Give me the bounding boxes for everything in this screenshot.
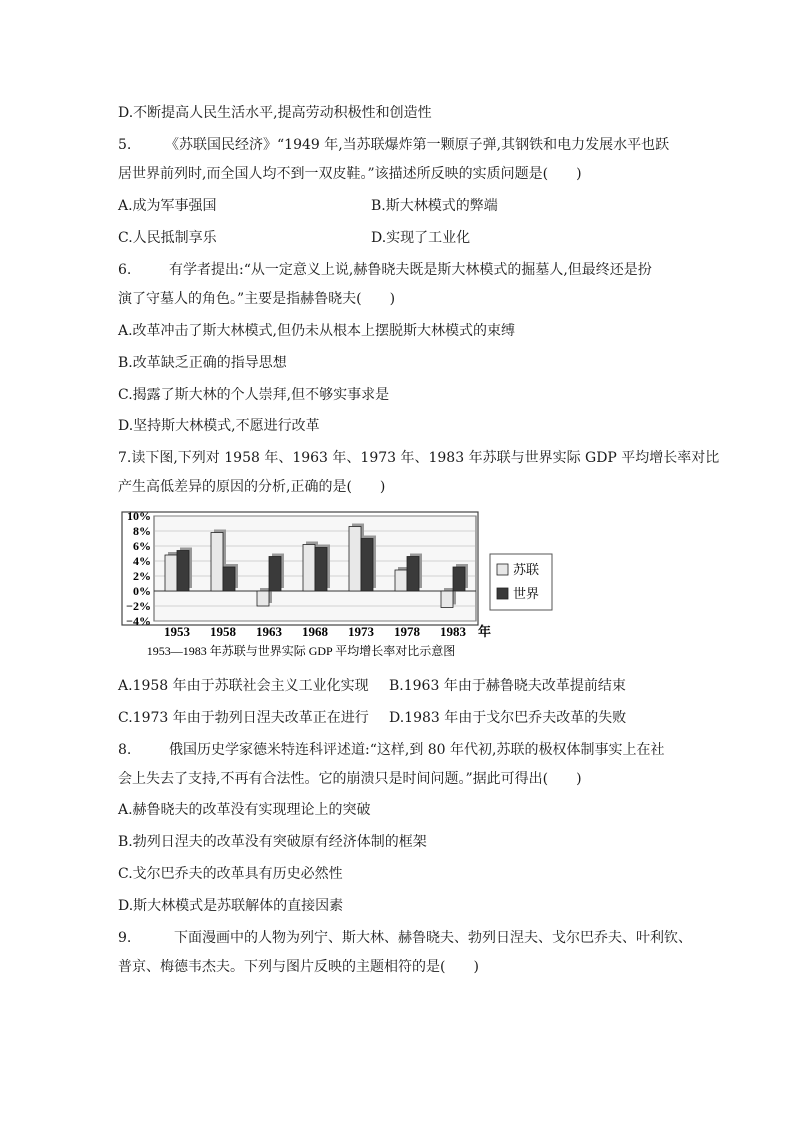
- q6-stem-text1: 有学者提出:“从一定意义上说,赫鲁晓夫既是斯大林模式的掘墓人,但最终还是扮: [169, 262, 652, 278]
- chart-y-tick-label: 2%: [133, 569, 151, 583]
- chart-y-tick-label: 0%: [133, 584, 151, 598]
- chart-x-tick-label: 1968: [302, 624, 328, 639]
- q5-option-a: A.成为军事强国: [118, 198, 217, 214]
- q6-number: 6.: [118, 262, 132, 278]
- chart-bar-世界-1963: [269, 557, 281, 592]
- q6-option-a: A.改革冲击了斯大林模式,但仍未从根本上摆脱斯大林模式的束缚: [118, 323, 516, 339]
- chart-x-tick-label: 1978: [394, 624, 420, 639]
- chart-bar-苏联-1968: [303, 545, 315, 592]
- q4-option-d: D.不断提高人民生活水平,提高劳动积极性和创造性: [118, 105, 432, 121]
- chart-legend: [490, 554, 552, 610]
- chart-y-tick-label: 8%: [133, 524, 151, 538]
- q8-stem-line1: [118, 740, 665, 760]
- q5-stem-line2: 居世界前列时,而全国人均不到一双皮鞋。”该描述所反映的实质问题是( ): [118, 166, 582, 182]
- chart-x-ticks: [164, 624, 467, 639]
- legend-swatch-世界: [497, 588, 508, 599]
- q8-option-d: D.斯大林模式是苏联解体的直接因素: [118, 898, 344, 914]
- q8-option-a: A.赫鲁晓夫的改革没有实现理论上的突破: [118, 802, 371, 818]
- chart-bar-世界-1968: [315, 548, 327, 592]
- chart-bar-苏联-1973: [349, 527, 361, 592]
- q5-stem-line1: [118, 135, 669, 155]
- chart-bar-苏联-1953: [165, 555, 177, 591]
- legend-label-世界: 世界: [513, 586, 540, 601]
- q5-number: 5.: [118, 137, 132, 153]
- q7-option-a: A.1958 年由于苏联社会主义工业化实现: [118, 678, 369, 694]
- q8-stem-line2: 会上失去了支持,不再有合法性。它的崩溃只是时间问题。”据此可得出( ): [118, 771, 582, 787]
- legend-swatch-苏联: [497, 564, 508, 575]
- chart-y-tick-label: 10%: [127, 509, 151, 523]
- q6-option-c: C.揭露了斯大林的个人崇拜,但不够实事求是: [118, 387, 390, 403]
- q9-stem-text1: 下面漫画中的人物为列宁、斯大林、赫鲁晓夫、勃列日涅夫、戈尔巴乔夫、叶利钦、: [174, 930, 692, 946]
- chart-y-ticks: [126, 509, 151, 628]
- chart-title: 1953—1983 年苏联与世界实际 GDP 平均增长率对比示意图: [146, 644, 456, 658]
- gdp-chart-svg: [118, 509, 540, 670]
- chart-y-tick-label: −4%: [126, 614, 151, 628]
- q7-stem-line2: 产生高低差异的原因的分析,正确的是( ): [118, 479, 386, 495]
- chart-bar-世界-1953: [177, 551, 189, 592]
- legend-label-苏联: 苏联: [513, 562, 540, 577]
- chart-bar-世界-1958: [223, 567, 235, 591]
- q9-stem-line2: 普京、梅德韦杰夫。下列与图片反映的主题相符的是( ): [118, 959, 479, 975]
- gdp-growth-chart: [118, 509, 540, 670]
- q6-stem-line1: [118, 260, 652, 280]
- chart-bar-苏联-1983: [441, 591, 453, 608]
- q7-option-d: D.1983 年由于戈尔巴乔夫改革的失败: [389, 710, 627, 726]
- q6-stem-line2: 演了守墓人的角色。”主要是指赫鲁晓夫( ): [118, 291, 396, 307]
- chart-bar-世界-1973: [361, 539, 373, 592]
- q7-stem-line1: 7.读下图,下列对 1958 年、1963 年、1973 年、1983 年苏联与世界实际 GDP 平均增长率对比: [118, 450, 720, 466]
- chart-x-tick-label: 1953: [164, 624, 190, 639]
- q8-stem-text1: 俄国历史学家德米特连科评述道:“这样,到 80 年代初,苏联的极权体制事实上在社: [169, 742, 665, 758]
- chart-x-label: 年: [478, 624, 492, 639]
- chart-x-tick-label: 1973: [348, 624, 374, 639]
- chart-bar-苏联-1958: [211, 533, 223, 592]
- chart-y-tick-label: 4%: [133, 554, 151, 568]
- chart-x-tick-label: 1983: [440, 624, 466, 639]
- q8-number: 8.: [118, 742, 132, 758]
- chart-bar-苏联-1978: [395, 570, 407, 591]
- q5-option-b: B.斯大林模式的弊端: [371, 198, 498, 214]
- q5-stem-text1: 《苏联国民经济》“1949 年,当苏联爆炸第一颗原子弹,其钢铁和电力发展水平也跃: [165, 137, 670, 153]
- chart-bar-世界-1978: [407, 557, 419, 592]
- chart-bar-世界-1983: [453, 567, 465, 591]
- chart-bar-苏联-1963: [257, 591, 269, 606]
- chart-y-tick-label: −2%: [126, 599, 151, 613]
- q8-option-c: C.戈尔巴乔夫的改革具有历史必然性: [118, 866, 343, 882]
- q5-option-c: C.人民抵制享乐: [118, 230, 217, 246]
- q9-stem-line1: [118, 928, 692, 948]
- q5-option-d: D.实现了工业化: [371, 230, 471, 246]
- q7-option-b: B.1963 年由于赫鲁晓夫改革提前结束: [389, 678, 626, 694]
- chart-y-tick-label: 6%: [133, 539, 151, 553]
- chart-x-tick-label: 1963: [256, 624, 282, 639]
- q6-option-b: B.改革缺乏正确的指导思想: [118, 355, 287, 371]
- chart-x-tick-label: 1958: [210, 624, 236, 639]
- q8-option-b: B.勃列日涅夫的改革没有突破原有经济体制的框架: [118, 834, 427, 850]
- q7-option-c: C.1973 年由于勃列日涅夫改革正在进行: [118, 710, 369, 726]
- q6-option-d: D.坚持斯大林模式,不愿进行改革: [118, 418, 320, 434]
- q9-number: 9.: [118, 930, 132, 946]
